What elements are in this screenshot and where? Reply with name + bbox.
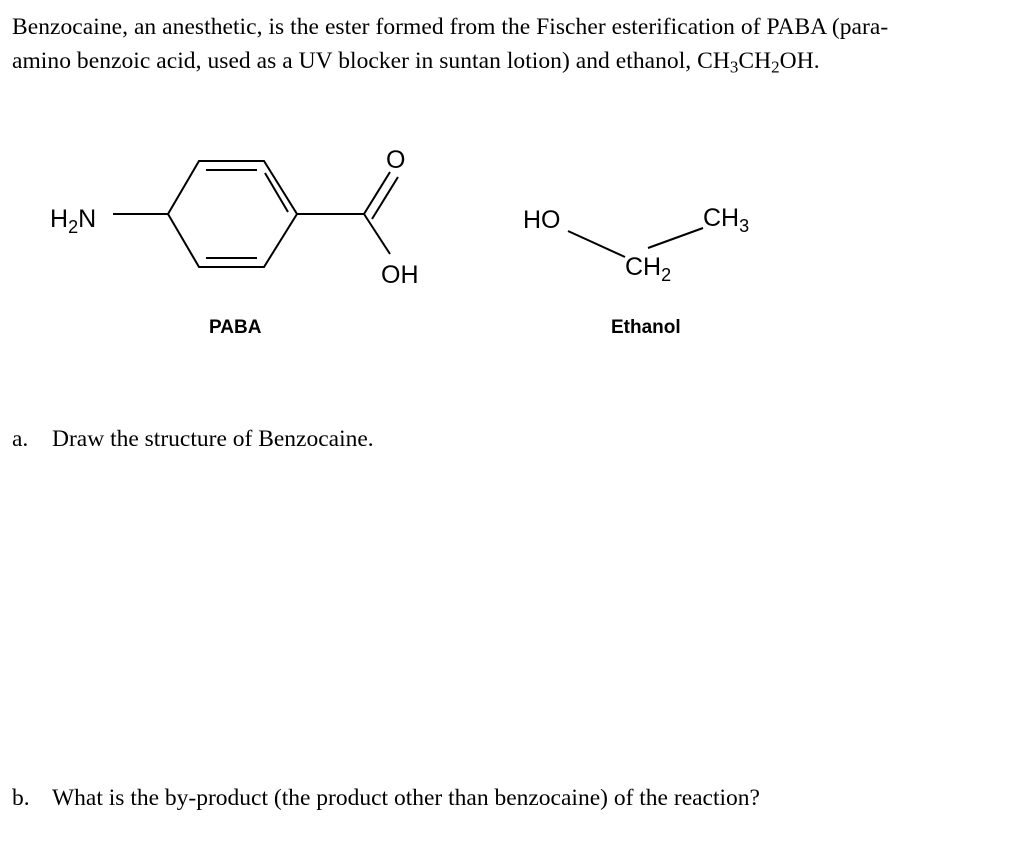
amine-label: $H_2N$ (50, 205, 97, 237)
ethanol-formula: $CH_3CH_2OH$. (697, 48, 820, 77)
benzene-ring (168, 161, 297, 267)
question-a-letter: a. (12, 426, 29, 452)
ethanol-structure (523, 204, 749, 338)
carbonyl-bond-2 (372, 177, 398, 219)
ethanol-bond-2 (648, 228, 703, 248)
question-a (12, 424, 374, 454)
carbonyl-oxygen-label: O (386, 146, 406, 174)
intro-line-1: Benzocaine, an anesthetic, is the ester formed from the Fischer esterification of PABA (para- (12, 14, 889, 40)
ethanol-bond-1 (568, 231, 625, 257)
hydroxyl-label: OH (381, 261, 419, 289)
paba-caption: PABA (209, 317, 262, 338)
hydroxyl-bond (364, 214, 390, 254)
carbonyl-bond-1 (364, 172, 390, 214)
ch2-label: $CH_2$ (625, 253, 672, 285)
question-a-text: Draw the structure of Benzocaine. (52, 426, 374, 452)
ethanol-hydroxyl-label: HO (523, 206, 561, 234)
paba-structure (50, 146, 419, 338)
question-b-text: What is the by-product (the product other than benzocaine) of the reaction? (52, 785, 760, 811)
question-b-letter: b. (12, 785, 30, 811)
ethanol-caption: Ethanol (611, 317, 681, 338)
intro-line-2-text: amino benzoic acid, used as a UV blocker in suntan lotion) and ethanol, (12, 48, 698, 74)
ch3-label: $CH_3$ (703, 204, 750, 236)
question-b (12, 783, 760, 813)
